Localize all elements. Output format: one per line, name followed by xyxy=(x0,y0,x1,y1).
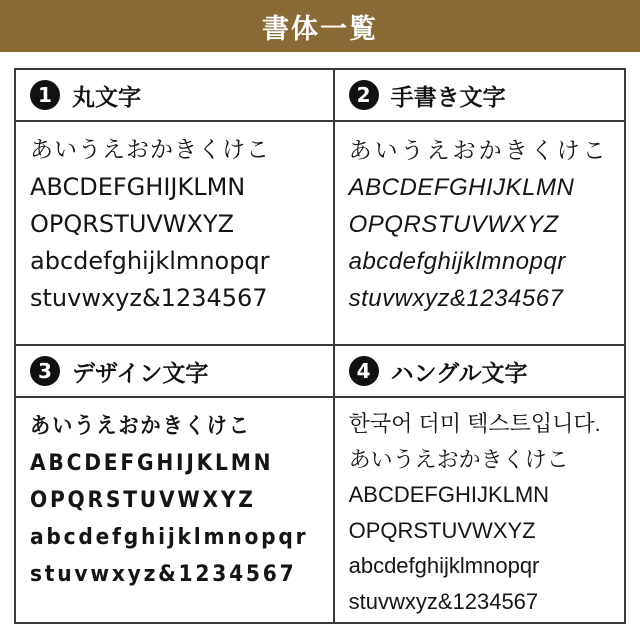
number-badge: 1 xyxy=(30,80,60,110)
header-banner xyxy=(0,0,640,52)
sample-line: stuvwxyz&1234567 xyxy=(348,285,564,312)
sample-line: abcdefghijklmnopqr xyxy=(348,553,540,578)
style-title: 手書き文字 xyxy=(390,84,506,111)
sample-line: abcdefghijklmnopqr xyxy=(348,248,566,275)
sample-line: stuvwxyz&1234567 xyxy=(30,562,297,587)
sample-text-block xyxy=(16,122,333,317)
sample-text-block xyxy=(335,398,624,619)
sample-line: ABCDEFGHIJKLMN xyxy=(30,173,246,201)
style-cell-header xyxy=(16,346,333,398)
style-cell-hangul xyxy=(335,346,624,622)
sample-line: ABCDEFGHIJKLMN xyxy=(30,451,274,476)
style-cell-header xyxy=(335,346,624,398)
style-cell-header xyxy=(16,70,333,122)
style-cell-maru xyxy=(16,70,335,346)
page-title: 書体一覧 xyxy=(262,13,378,45)
number-badge: 4 xyxy=(349,356,379,386)
sample-line: あいうえおかきくけこ xyxy=(348,137,609,163)
sample-line: OPQRSTUVWXYZ xyxy=(30,488,256,513)
sample-line: abcdefghijklmnopqr xyxy=(30,247,270,275)
number-badge: 3 xyxy=(30,356,60,386)
sample-line: abcdefghijklmnopqr xyxy=(30,525,309,550)
style-cell-design xyxy=(16,346,335,622)
sample-line: OPQRSTUVWXYZ xyxy=(348,211,559,238)
number-badge: 2 xyxy=(349,80,379,110)
sample-line: stuvwxyz&1234567 xyxy=(30,284,268,312)
style-cell-header xyxy=(335,70,624,122)
sample-text-block xyxy=(335,122,624,317)
sample-line: stuvwxyz&1234567 xyxy=(348,588,539,614)
sample-line: あいうえおかきくけこ xyxy=(30,414,251,439)
sample-line: 한국어 더미 텍스트입니다. xyxy=(348,411,601,436)
sample-line: あいうえおかきくけこ xyxy=(348,446,569,472)
sample-line: OPQRSTUVWXYZ xyxy=(30,210,235,238)
style-title: 丸文字 xyxy=(72,84,141,111)
font-style-table xyxy=(14,68,626,624)
style-cell-handwritten xyxy=(335,70,624,346)
style-title: デザイン文字 xyxy=(72,360,209,387)
style-title: ハングル文字 xyxy=(390,360,528,387)
sample-line: ABCDEFGHIJKLMN xyxy=(348,174,575,201)
sample-text-block xyxy=(16,398,333,593)
sample-line: ABCDEFGHIJKLMN xyxy=(348,482,550,507)
sample-line: OPQRSTUVWXYZ xyxy=(348,517,536,543)
sample-line: あいうえおかきくけこ xyxy=(30,137,270,163)
